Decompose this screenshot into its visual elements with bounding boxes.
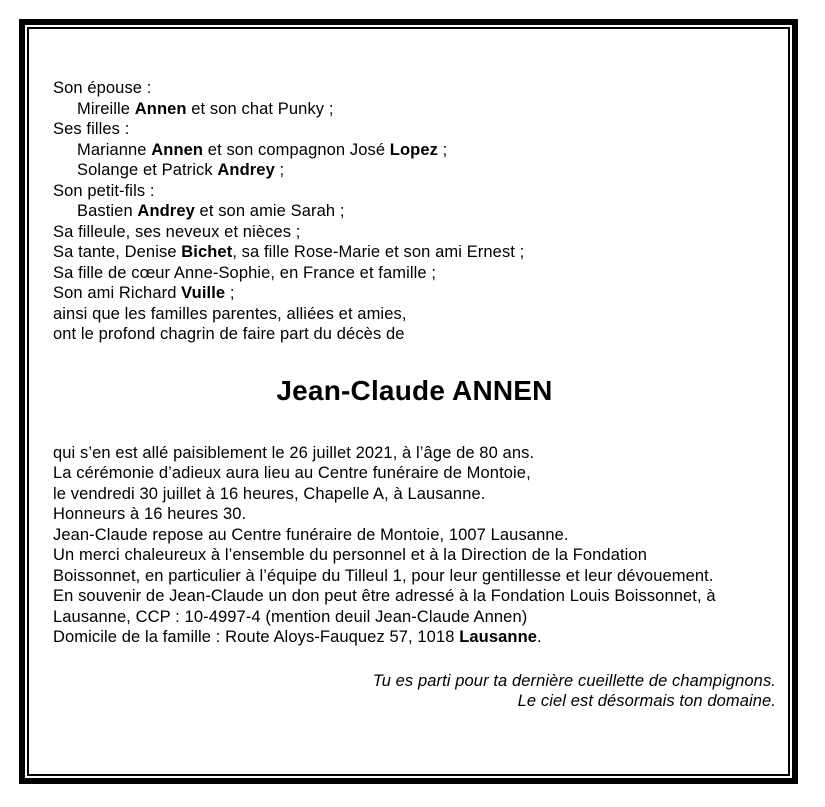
text-segment: qui s’en est allé paisiblement le 26 juillet 2021, à l’âge de 80 ans. (53, 443, 535, 462)
text-segment: Boissonnet, en particulier à l’équipe du Tilleul 1, pour leur gentillesse et leur dévouement. (53, 566, 714, 585)
text-line (53, 504, 776, 525)
text-line (53, 181, 776, 202)
text-segment: et son chat Punky ; (186, 99, 334, 118)
text-segment: Sa filleule, ses neveux et nièces ; (53, 222, 301, 241)
deceased-name: Jean-Claude ANNEN (276, 374, 553, 406)
family-name-bold: Vuille (181, 284, 226, 302)
text-segment: et son compagnon José (203, 140, 390, 159)
text-segment: Mireille (77, 99, 135, 118)
quote-line: Le ciel est désormais ton domaine. (517, 692, 776, 710)
family-name-bold: Andrey (137, 202, 195, 220)
family-name-bold: Lopez (389, 140, 438, 159)
text-segment: Lausanne, CCP : 10-4997-4 (mention deuil Jean-Claude Annen) (53, 607, 528, 626)
text-segment: Bastien (77, 202, 138, 220)
text-line (53, 283, 776, 304)
family-name-bold: Annen (134, 99, 187, 118)
text-line (53, 140, 776, 161)
text-segment: Marianne (77, 140, 152, 159)
text-segment: Solange et Patrick (77, 161, 218, 179)
text-line (53, 607, 776, 628)
text-line (53, 443, 776, 464)
text-line (53, 586, 776, 607)
text-line (53, 484, 776, 505)
text-line (53, 525, 776, 546)
family-name-bold: Andrey (217, 161, 275, 179)
text-segment: Son ami Richard (53, 284, 182, 302)
text-segment: ; (274, 161, 285, 179)
text-segment: Honneurs à 16 heures 30. (53, 505, 247, 523)
text-line (53, 242, 776, 263)
text-segment: ainsi que les familles parentes, alliées et amies, (53, 304, 407, 323)
text-segment: Jean-Claude repose au Centre funéraire de Montoie, 1007 Lausanne. (53, 525, 569, 544)
quote-line: Tu es parti pour ta dernière cueillette de champignons. (372, 671, 776, 690)
text-segment: Un merci chaleureux à l’ensemble du personnel et à la Direction de la Fondation (53, 546, 647, 564)
text-line (53, 78, 776, 99)
detail-lines (53, 443, 776, 648)
text-line (53, 263, 776, 284)
notice-content (29, 29, 788, 774)
inner-border-frame (27, 27, 790, 776)
text-line (53, 463, 776, 484)
text-segment: ont le profond chagrin de faire part du décès de (53, 325, 405, 343)
memorial-quote (53, 671, 776, 712)
family-lines (53, 78, 776, 345)
text-segment: Domicile de la famille : Route Aloys-Fauquez 57, 1018 (53, 628, 460, 646)
outer-border-frame (19, 19, 798, 784)
text-line (53, 222, 776, 243)
text-segment: . (537, 628, 542, 646)
family-name-bold: Bichet (181, 243, 233, 261)
text-segment: Ses filles : (53, 120, 130, 138)
text-line (53, 160, 776, 181)
text-segment: et son amie Sarah ; (194, 202, 345, 220)
text-segment: Sa fille de cœur Anne-Sophie, en France et famille ; (53, 263, 437, 282)
text-line (53, 324, 776, 345)
text-segment: le vendredi 30 juillet à 16 heures, Chapelle A, à Lausanne. (53, 484, 486, 503)
text-line (53, 545, 776, 566)
text-segment: Sa tante, Denise (53, 243, 182, 261)
text-segment: Son petit-fils : (53, 181, 155, 200)
text-segment: ; (225, 284, 235, 302)
family-name-bold: Lausanne (459, 628, 538, 646)
text-line (53, 201, 776, 222)
text-line (53, 99, 776, 120)
text-line (53, 566, 776, 587)
text-line (53, 304, 776, 325)
text-segment: En souvenir de Jean-Claude un don peut être adressé à la Fondation Louis Boissonnet, à (53, 587, 716, 605)
family-name-bold: Annen (151, 140, 204, 159)
text-line (53, 627, 776, 648)
text-segment: ; (437, 140, 448, 159)
text-segment: La cérémonie d’adieux aura lieu au Centre funéraire de Montoie, (53, 464, 531, 482)
text-line (53, 119, 776, 140)
text-segment: , sa fille Rose-Marie et son ami Ernest ; (232, 243, 525, 261)
text-segment: Son épouse : (53, 79, 152, 97)
